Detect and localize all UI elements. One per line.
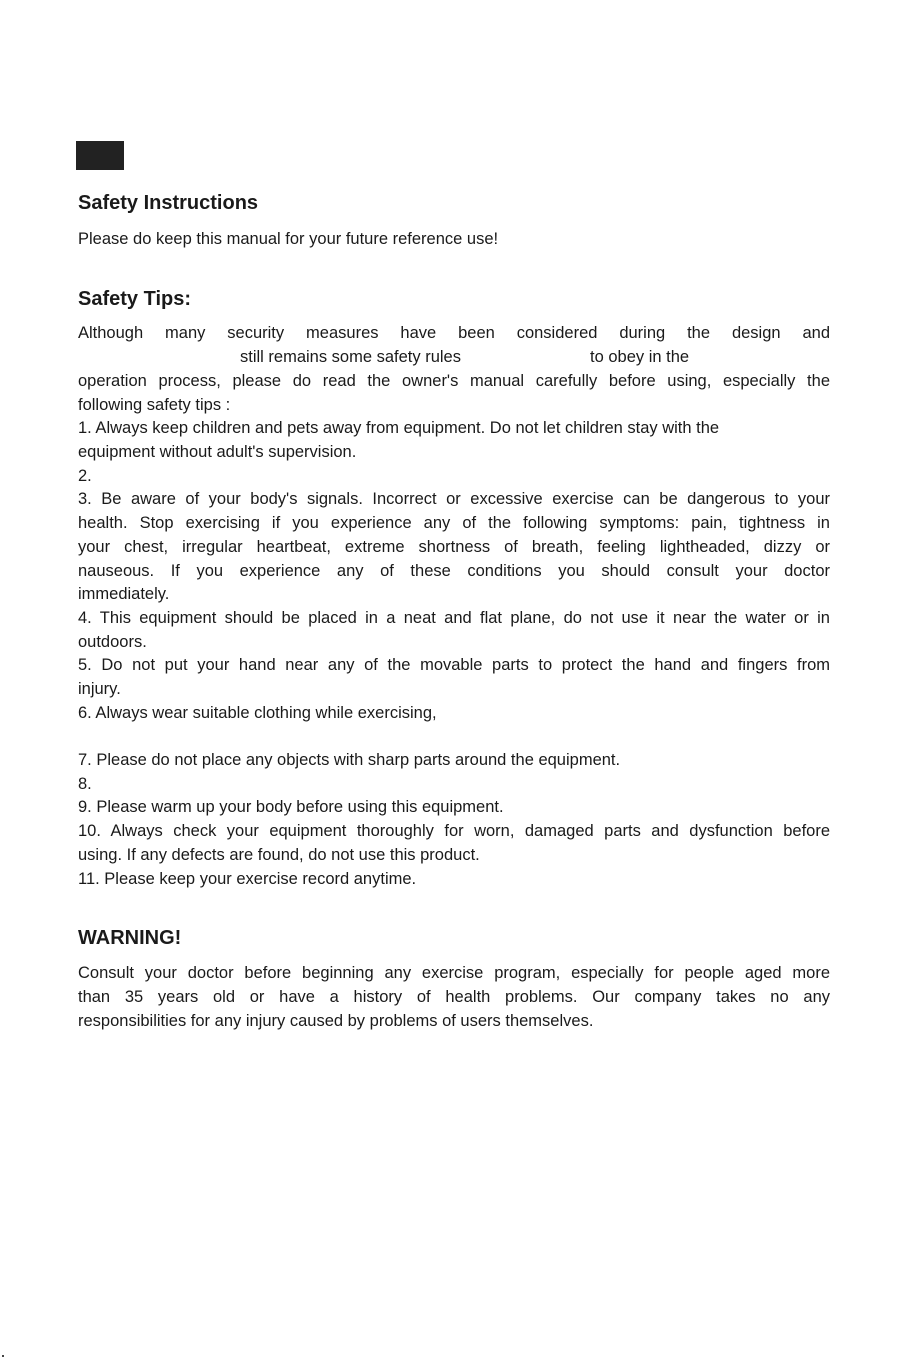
safety-tip-line: 10. Always check your equipment thoroughly for worn, damaged parts and dysfunction before <box>78 822 830 840</box>
safety-tip-line: health. Stop exercising if you experience any of the following symptoms: pain, tightness in <box>78 514 830 532</box>
safety-tip-line: Although many security measures have been considered during the design and <box>78 324 830 342</box>
safety-tip-line: 11. Please keep your exercise record anytime. <box>78 870 417 888</box>
safety-tip-line: immediately. <box>78 585 170 603</box>
safety-tip-line: 2. <box>78 467 92 485</box>
safety-tip-line: 5. Do not put your hand near any of the movable parts to protect the hand and fingers from <box>78 656 830 674</box>
safety-tip-line: outdoors. <box>78 633 147 651</box>
safety-tip-line: 4. This equipment should be placed in a neat and flat plane, do not use it near the water or in <box>78 609 830 627</box>
page-marker-block <box>76 141 124 170</box>
safety-instructions-heading: Safety Instructions <box>78 192 259 214</box>
safety-tip-line: equipment without adult's supervision. <box>78 443 357 461</box>
safety-tip-line: 6. Always wear suitable clothing while exercising, <box>78 704 437 722</box>
safety-tip-line: 1. Always keep children and pets away from equipment. Do not let children stay with the <box>78 419 720 437</box>
edge-mark <box>2 1355 4 1357</box>
warning-line: than 35 years old or have a history of health problems. Our company takes no any <box>78 988 830 1006</box>
warning-heading: WARNING! <box>78 927 182 949</box>
warning-line: Consult your doctor before beginning any exercise program, especially for people aged more <box>78 964 830 982</box>
safety-tip-line: your chest, irregular heartbeat, extreme shortness of breath, feeling lightheaded, dizzy or <box>78 538 830 556</box>
safety-tip-line: 7. Please do not place any objects with sharp parts around the equipment. <box>78 751 621 769</box>
intro-text: Please do keep this manual for your future reference use! <box>78 230 499 248</box>
safety-tip-line: nauseous. If you experience any of these conditions you should consult your doctor <box>78 562 830 580</box>
safety-tip-line: still remains some safety rules <box>240 348 461 366</box>
safety-tips-heading: Safety Tips: <box>78 288 191 310</box>
safety-tip-line: injury. <box>78 680 121 698</box>
safety-tip-line: using. If any defects are found, do not use this product. <box>78 846 480 864</box>
safety-tip-line: to obey in the <box>590 348 690 366</box>
safety-tip-line: operation process, please do read the owner's manual carefully before using, especially the <box>78 372 830 390</box>
safety-tip-line: 8. <box>78 775 92 793</box>
safety-tip-line: 9. Please warm up your body before using this equipment. <box>78 798 504 816</box>
safety-tip-line: 3. Be aware of your body's signals. Incorrect or excessive exercise can be dangerous to your <box>78 490 830 508</box>
warning-line: responsibilities for any injury caused by problems of users themselves. <box>78 1012 594 1030</box>
safety-tip-line: following safety tips : <box>78 396 231 414</box>
